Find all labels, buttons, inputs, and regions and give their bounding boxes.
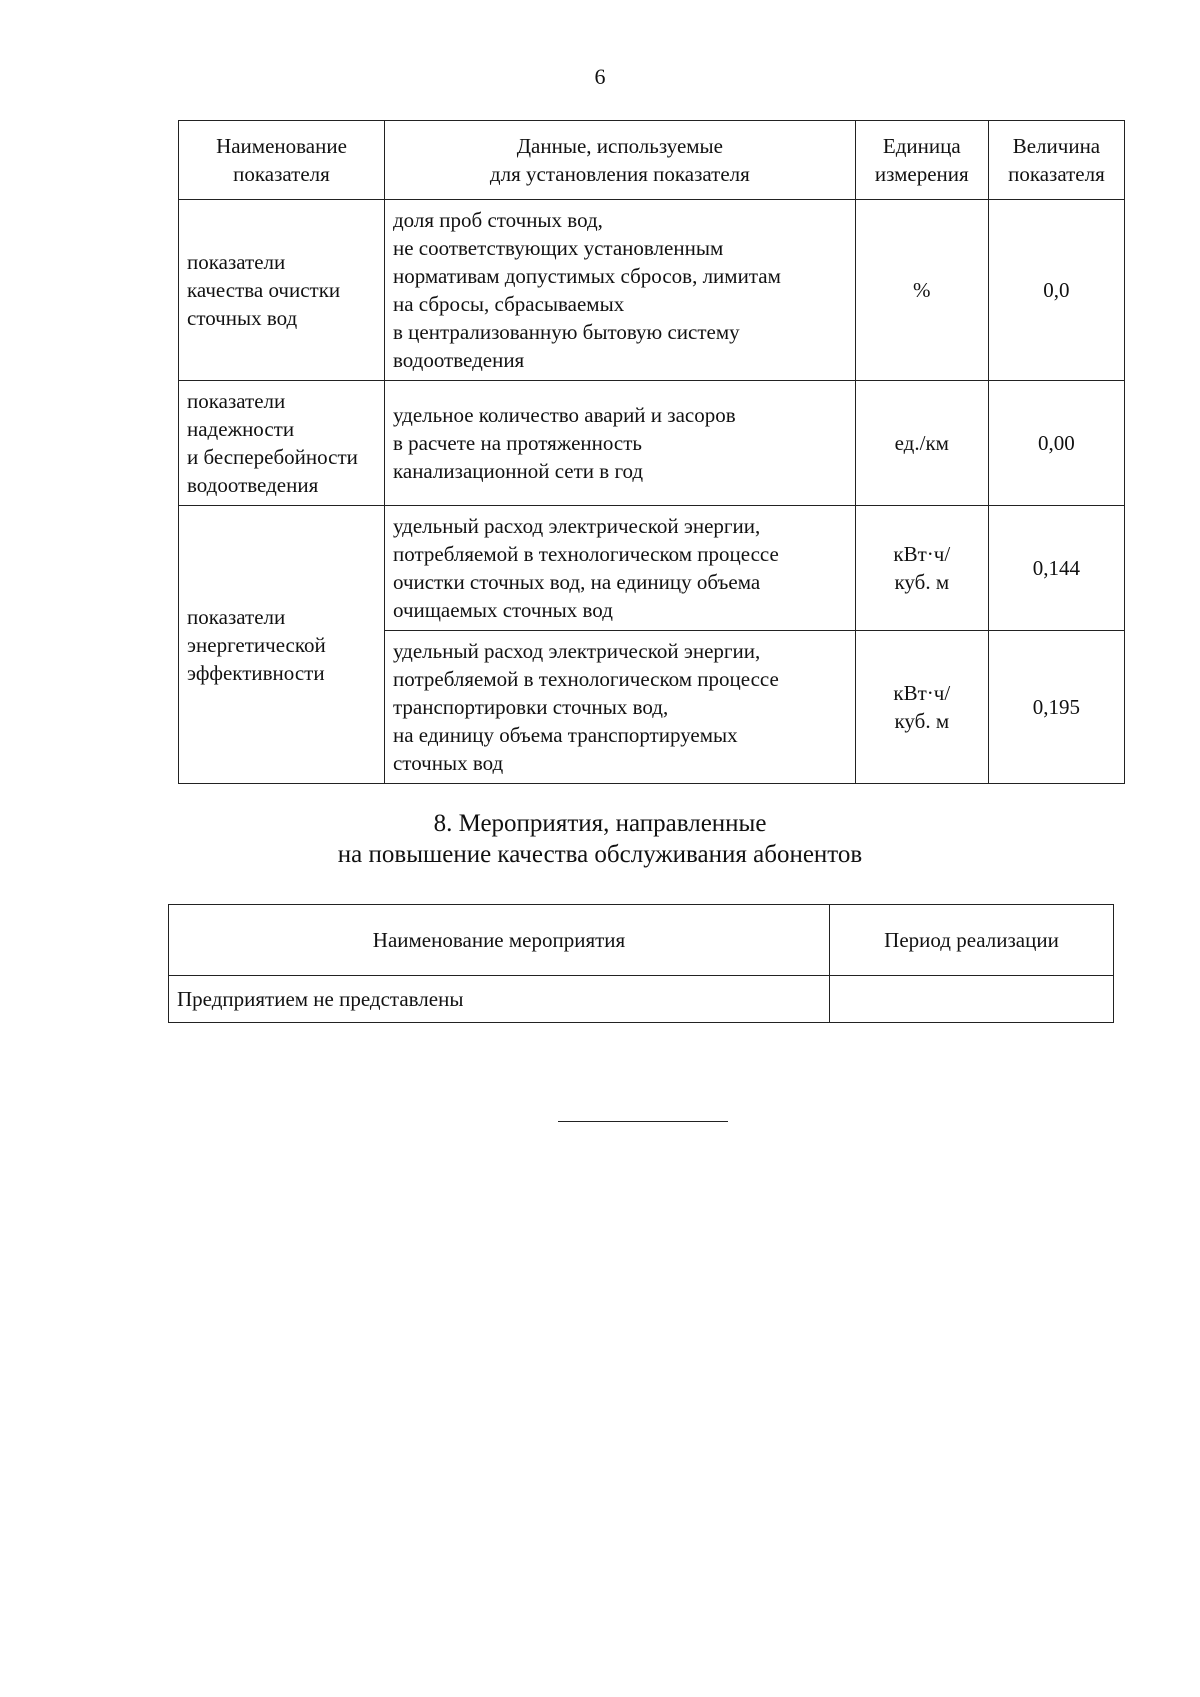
end-divider: [558, 1121, 728, 1122]
header-measure-name: Наименование мероприятия: [169, 905, 830, 976]
indicator-unit: кВт·ч/ куб. м: [855, 631, 988, 784]
table-row: [169, 976, 1114, 1023]
measure-period: [830, 976, 1114, 1023]
indicator-data: доля проб сточных вод, не соответствующих установленным нормативам допустимых сбросов, лимитам на сбросы, сбрасываемых в централизованную бытовую систему водоотведения: [384, 200, 855, 381]
header-period: Период реализации: [830, 905, 1114, 976]
indicators-table: [178, 120, 1125, 784]
measures-table: [168, 904, 1114, 1023]
header-unit: Единица измерения: [855, 121, 988, 200]
indicator-value: 0,195: [988, 631, 1124, 784]
indicator-name: показатели надежности и бесперебойности водоотведения: [179, 381, 385, 506]
indicator-data: удельное количество аварий и засоров в расчете на протяженность канализационной сети в год: [384, 381, 855, 506]
indicator-value: 0,144: [988, 506, 1124, 631]
header-indicator-name: Наименование показателя: [179, 121, 385, 200]
table-row: [179, 200, 1125, 381]
header-indicator-data: Данные, используемые для установления показателя: [384, 121, 855, 200]
table-header-row: [179, 121, 1125, 200]
section-title: 8. Мероприятия, направленные на повышение качества обслуживания абонентов: [337, 810, 863, 868]
indicator-value: 0,0: [988, 200, 1124, 381]
table-header-row: [169, 905, 1114, 976]
table-row: [179, 381, 1125, 506]
indicator-value: 0,00: [988, 381, 1124, 506]
indicator-data: удельный расход электрической энергии, потребляемой в технологическом процессе очистки сточных вод, на единицу объема очищаемых сточных вод: [384, 506, 855, 631]
indicator-data: удельный расход электрической энергии, потребляемой в технологическом процессе транспортировки сточных вод, на единицу объема транспортируемых сточных вод: [384, 631, 855, 784]
measure-name: Предприятием не представлены: [169, 976, 830, 1023]
table-row: [179, 506, 1125, 631]
indicator-unit: кВт·ч/ куб. м: [855, 506, 988, 631]
header-value: Величина показателя: [988, 121, 1124, 200]
page-number: 6: [594, 64, 606, 89]
indicator-unit: ед./км: [855, 381, 988, 506]
indicator-unit: %: [855, 200, 988, 381]
indicator-name: показатели энергетической эффективности: [179, 506, 385, 784]
indicator-name: показатели качества очистки сточных вод: [179, 200, 385, 381]
